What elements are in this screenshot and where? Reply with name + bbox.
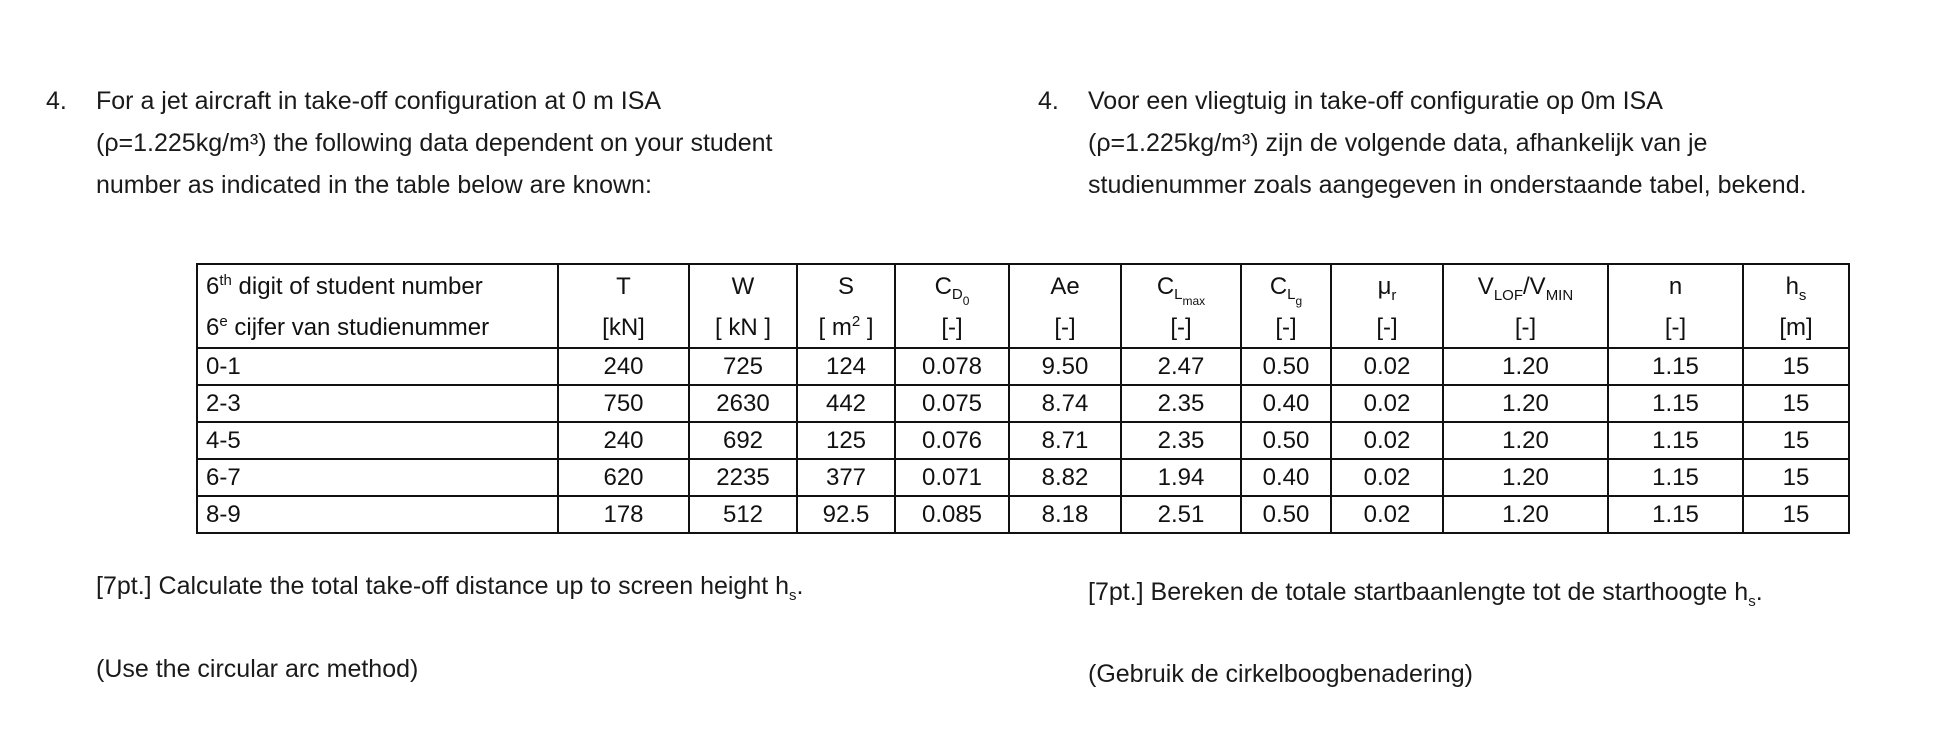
- table-cell: 0.02: [1331, 348, 1443, 385]
- digit-range-cell: 0-1: [197, 348, 558, 385]
- table-cell: 8.74: [1009, 385, 1121, 422]
- question-dutch: [1038, 80, 1938, 206]
- unit-cell: [-]: [1009, 307, 1121, 348]
- header-digit-en: 6th digit of student number: [197, 264, 558, 307]
- table-cell: 0.50: [1241, 348, 1331, 385]
- header-clmax: $C_{L_{max}}$: [1121, 264, 1241, 307]
- header-cd0: $C_{D_0}$: [895, 264, 1009, 307]
- header-digit-nl: 6e cijfer van studienummer: [197, 307, 558, 348]
- table-cell: 240: [558, 422, 689, 459]
- table-cell: 178: [558, 496, 689, 533]
- header-weight: W: [689, 264, 797, 307]
- question-english: [46, 80, 946, 206]
- question-number: 4.: [46, 87, 67, 115]
- question-line: For a jet aircraft in take-off configuration at 0 m ISA: [96, 87, 662, 115]
- table-cell: 0.02: [1331, 422, 1443, 459]
- table-cell: 92.5: [797, 496, 895, 533]
- table-cell: 0.50: [1241, 422, 1331, 459]
- table-cell: 0.50: [1241, 496, 1331, 533]
- table-cell: 2630: [689, 385, 797, 422]
- table-cell: 15: [1743, 348, 1849, 385]
- table-cell: 15: [1743, 496, 1849, 533]
- table-cell: 750: [558, 385, 689, 422]
- table-cell: 124: [797, 348, 895, 385]
- table-cell: 0.02: [1331, 496, 1443, 533]
- header-friction: $\mu_r$: [1331, 264, 1443, 307]
- table-cell: 8.18: [1009, 496, 1121, 533]
- question-line: number as indicated in the table below are known:: [96, 171, 652, 199]
- question-line: Voor een vliegtuig in take-off configuratie op 0m ISA: [1088, 87, 1663, 115]
- digit-range-cell: 8-9: [197, 496, 558, 533]
- table-cell: 240: [558, 348, 689, 385]
- table-cell: 15: [1743, 385, 1849, 422]
- table-cell: 2235: [689, 459, 797, 496]
- table-cell: 125: [797, 422, 895, 459]
- table-cell: 692: [689, 422, 797, 459]
- table-row: [197, 348, 1849, 385]
- header-clg: $C_{L_g}$: [1241, 264, 1331, 307]
- table-cell: 0.085: [895, 496, 1009, 533]
- table-cell: 0.078: [895, 348, 1009, 385]
- table-cell: 377: [797, 459, 895, 496]
- student-data-table: [196, 263, 1850, 534]
- table-cell: 1.20: [1443, 348, 1608, 385]
- table-cell: 1.15: [1608, 459, 1743, 496]
- digit-range-cell: 6-7: [197, 459, 558, 496]
- unit-cell: [-]: [1331, 307, 1443, 348]
- table-cell: 15: [1743, 459, 1849, 496]
- table-cell: 0.02: [1331, 459, 1443, 496]
- unit-cell: [ $m^2$ ]: [797, 307, 895, 348]
- table-cell: 1.15: [1608, 348, 1743, 385]
- unit-cell: [-]: [1443, 307, 1608, 348]
- question-number: 4.: [1038, 87, 1059, 115]
- task-dutch: [7pt.] Bereken de totale startbaanlengte tot de starthoogte $h_s$.: [1088, 578, 1763, 610]
- table-cell: 8.82: [1009, 459, 1121, 496]
- header-thrust: T: [558, 264, 689, 307]
- unit-cell: [-]: [895, 307, 1009, 348]
- table-cell: 2.51: [1121, 496, 1241, 533]
- table-row: [197, 422, 1849, 459]
- table-cell: 620: [558, 459, 689, 496]
- header-velocity-ratio: $V_{LOF}/V_{MIN}$: [1443, 264, 1608, 307]
- table-cell: 1.94: [1121, 459, 1241, 496]
- method-english: (Use the circular arc method): [96, 655, 419, 683]
- table-cell: 442: [797, 385, 895, 422]
- table-header-row: [197, 264, 1849, 307]
- table-cell: 0.076: [895, 422, 1009, 459]
- question-line: studienummer zoals aangegeven in onderstaande tabel, bekend.: [1088, 171, 1807, 199]
- question-line: (ρ=1.225kg/m³) the following data dependent on your student: [96, 129, 773, 157]
- table-cell: 2.35: [1121, 385, 1241, 422]
- question-text: [96, 80, 946, 206]
- table-cell: 1.15: [1608, 422, 1743, 459]
- table-cell: 0.40: [1241, 385, 1331, 422]
- table-cell: 1.20: [1443, 459, 1608, 496]
- table-units-row: [197, 307, 1849, 348]
- table-row: [197, 459, 1849, 496]
- table-cell: 1.20: [1443, 385, 1608, 422]
- table-cell: 2.47: [1121, 348, 1241, 385]
- table-cell: 8.71: [1009, 422, 1121, 459]
- header-load-factor: n: [1608, 264, 1743, 307]
- table-cell: 1.15: [1608, 496, 1743, 533]
- unit-cell: [-]: [1121, 307, 1241, 348]
- question-line: (ρ=1.225kg/m³) zijn de volgende data, afhankelijk van je: [1088, 129, 1708, 157]
- header-wing-area: S: [797, 264, 895, 307]
- table-row: [197, 496, 1849, 533]
- table-cell: 15: [1743, 422, 1849, 459]
- question-text: [1088, 80, 1938, 206]
- unit-cell: [-]: [1241, 307, 1331, 348]
- table-cell: 1.20: [1443, 496, 1608, 533]
- method-dutch: (Gebruik de cirkelboogbenadering): [1088, 660, 1473, 688]
- unit-cell: [-]: [1608, 307, 1743, 348]
- unit-cell: [ kN ]: [689, 307, 797, 348]
- table-cell: 2.35: [1121, 422, 1241, 459]
- digit-range-cell: 2-3: [197, 385, 558, 422]
- table-cell: 0.075: [895, 385, 1009, 422]
- digit-range-cell: 4-5: [197, 422, 558, 459]
- unit-cell: [kN]: [558, 307, 689, 348]
- table-cell: 0.02: [1331, 385, 1443, 422]
- table-cell: 1.15: [1608, 385, 1743, 422]
- table-cell: 1.20: [1443, 422, 1608, 459]
- table-cell: 0.40: [1241, 459, 1331, 496]
- task-english: [7pt.] Calculate the total take-off distance up to screen height $h_s$.: [96, 572, 804, 604]
- table-row: [197, 385, 1849, 422]
- header-aspect-ratio: Ae: [1009, 264, 1121, 307]
- header-screen-height: $h_s$: [1743, 264, 1849, 307]
- table-cell: 725: [689, 348, 797, 385]
- table-cell: 9.50: [1009, 348, 1121, 385]
- unit-cell: [m]: [1743, 307, 1849, 348]
- table-cell: 512: [689, 496, 797, 533]
- table-cell: 0.071: [895, 459, 1009, 496]
